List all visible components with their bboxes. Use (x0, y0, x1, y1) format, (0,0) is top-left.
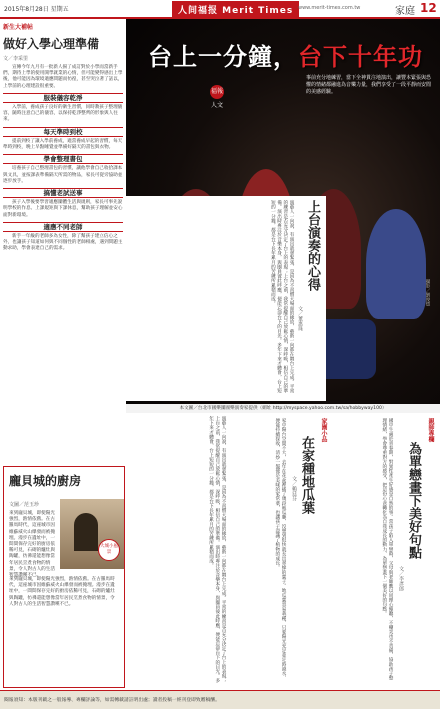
article-author: 文／李采里 (3, 56, 29, 62)
article-tag: 親師專欄 (427, 418, 434, 442)
feature-title: 台上一分鐘，台下十年功 (148, 43, 423, 71)
photo-caption: 本文圖／台北市國樂團國樂演奏家提供（網址 http://myspace.yahoo.com.tw/sa/hobbyway100） (126, 404, 440, 413)
article-body: 家中陽台空間不大，去年在花盆裡插了幾段地瓜藤，沒想到很快就長出翠綠的葉子。地瓜葉容易栽種，只要陽光充足並定時澆水，便能持續採收，清炒一盤便是美味的家常菜，也讓孩子認識了植物的成長。 (274, 418, 286, 681)
site-url: www.merit-times.com.tw (298, 5, 361, 11)
article-body-top: 來到龐貝城，即使陽光強烈，熱情依舊。在古羅馬時代，這座城市因維蘇威火山爆發而被掩埋。漫步在遺址中，一間間保存完好的廚房依稀可見，石砌的爐灶與陶罐，彷彿還能想像當年居民烹煮食物的情景，令人對古人的生活智慧讚嘆不已。 (9, 511, 55, 579)
article-performance (126, 196, 326, 401)
subheading: 服裝儀容乾淨 (3, 93, 123, 103)
feature-kicker: 福報人文 (210, 85, 224, 99)
article-new-student (3, 22, 123, 462)
newspaper-logo: 人间福报 Merit Times (172, 1, 299, 18)
photo-credit: 攝影／劉俊德 (425, 279, 430, 306)
article-author: 文／董惠珠 (297, 306, 303, 331)
photo-badge: 大城小風景 (98, 539, 120, 561)
article-author: 文／賴廷芬 (291, 476, 297, 501)
article-body: 演藝人一向說，有演出就會緊張，是因為不習慣大場面的緣故，藝術一向都在舞台上完成。平常的練習是否充分決定了台上的表現；上台之前，我常提醒自己放鬆心情，深呼吸，相信自己的準備。演出時專注於音樂本身，與團員彼此呼應，便能忘卻台下的目光。多年下來才體會，台上短短的一分鐘，都是台下長年累月的苦練所累積而成。 (270, 200, 294, 394)
subheading: 學會整理書包 (3, 154, 123, 164)
subheading: 每天準時到校 (3, 127, 123, 137)
section-name: 家庭 (395, 6, 415, 17)
article-title: 為單戀畫下美好句點 (406, 442, 421, 559)
page-header (0, 0, 440, 19)
page-number: 12 (420, 1, 437, 15)
article-title: 龐貝城的廚房 (9, 474, 82, 488)
article-title: 做好入學心理準備 (3, 37, 100, 51)
subheading: 適應不同老師 (3, 222, 123, 232)
page-footer: 閱報須知：本版刊載之一般報導、專欄評論等，如需轉載請註明出處；讀者投稿一經刊登即致贈稿酬。 (0, 690, 440, 709)
feature-lead: 事前充分地練習，當下全神貫注地演出，讓豐本緊張與恐懼的情緒都融進為音樂力量，我們享受了一段平靜而安閒的美感經驗。 (306, 75, 432, 95)
article-performance-continued: 演藝人一向說，有演出就會緊張，是因為不習慣大場面的緣故，藝術一向都在舞台上完成。平常的練習是否充分決定了台上的表現；上台之前，我常提醒自己放鬆心情，深呼吸，相信自己的準備。演出時專注於音樂本身，與團員彼此呼應，便能忘卻台下的目光。多年下來才體會，台上短短的一分鐘，都是台下長年累月的苦練所累積而成。 (208, 416, 226, 683)
article-body: 國中生處於青春期，對異性產生好感是自然的事。當孩子陷入單戀時，父母與老師應以同理心傾聽，不嘲笑也不責備，協助孩子整理情緒，學會尊重對方的感受，把這份心意轉化為自我成長的動力，為單戀畫下一個美好的句點。 (381, 418, 393, 681)
pompeii-photo (60, 499, 124, 569)
article-body: 宣傳今年九月有一批新人揚了成訂對於小學而當新手們，期待上學的使用開學就業的心情，但可能變得感出上學後，他可能因為環境適應問題而彷徨，甚至哭泣著了話以，上學前的心理建設很重要。 服裝儀容乾淨 入學前，養成孩子良好的衛生習慣，同時教孩子整理儀容，隨時注意自己的儀容，以保持乾淨整齊的形象與人往來。 每天準時到校 提前到校了讓入學前養成，適當養成早起的習慣，每天準時到校，晚上早點睡覺並準備好隔天的書包與衣物。 學會整理書包 培養孩子自己整理書包的習慣，讓他學會自己收拾課本與文具，並按課表準備隔天所需的物品，家長可從旁協助並逐步放手。 搞懂老試送事 孩子入學後要學習適應團體生活與規則，家長可事先說明學校的作息、上課規矩與下課休息，幫助孩子理解並安心面對新環境。 適應不同老師 新手一年級的老師多為女性，除了幫孩子建立信心之外，也讓孩子知道如何與不同個性的老師相處，遇到問題主動求助，學會表達自己的需求。 (3, 65, 123, 252)
article-sweet-potato (230, 416, 330, 686)
article-tag: 家園小品 (320, 418, 327, 442)
article-author: 文圖／范玉珍 (9, 502, 40, 508)
subheading: 搞懂老試送事 (3, 188, 123, 198)
article-body: 來到龐貝城，即使陽光強烈，熱情依舊。在古羅馬時代，這座城市因維蘇威火山爆發而被掩埋。漫步在遺址中，一間間保存完好的廚房依稀可見，石砌的爐灶與陶罐，彷彿還能想像當年居民烹煮食物的情景，令人對古人的生活智慧讚嘆不已。 (9, 577, 115, 607)
article-pompeii (3, 466, 125, 688)
article-author: 文／李彥郎 (398, 566, 404, 591)
article-title: 在家種地瓜葉 (299, 436, 314, 514)
article-title: 上台演奏的心得 (305, 200, 320, 291)
issue-date: 2015年8月28日 星期五 (4, 6, 69, 13)
article-tag: 新生大補帖 (3, 24, 34, 31)
article-unrequited-love (332, 416, 437, 686)
